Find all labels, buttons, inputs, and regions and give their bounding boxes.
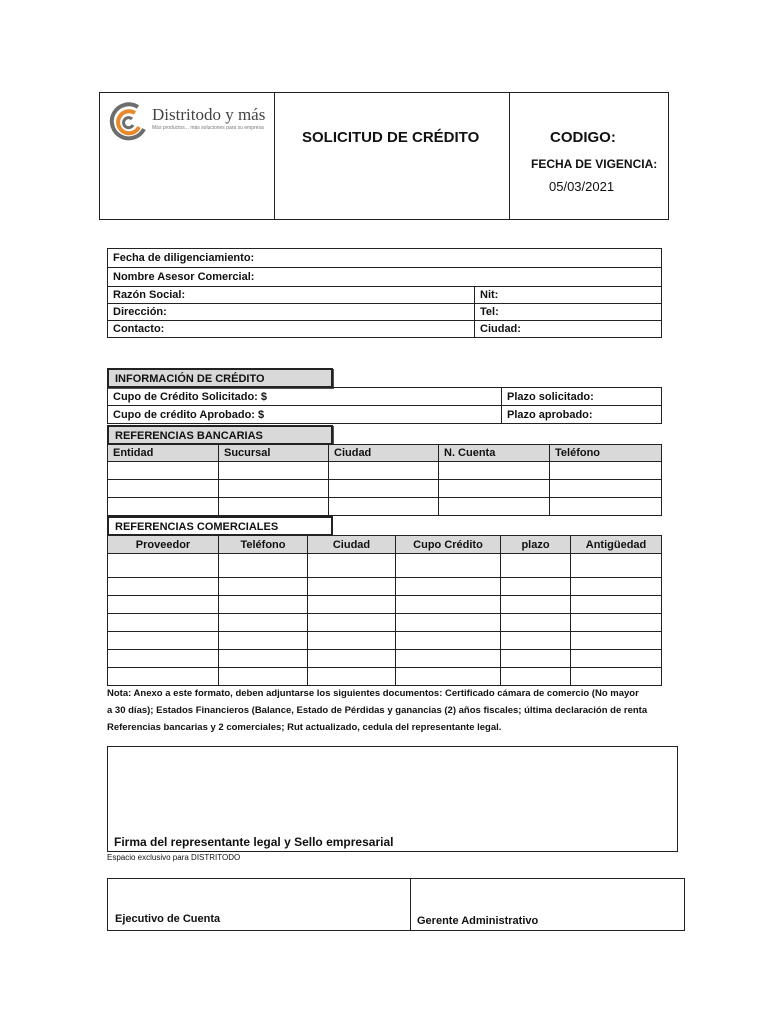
table-cell[interactable] [108, 632, 219, 650]
table-cell[interactable] [571, 578, 662, 596]
table-cell[interactable] [501, 578, 571, 596]
ciudad-field[interactable]: Ciudad: [475, 321, 662, 338]
table-cell[interactable] [571, 650, 662, 668]
table-cell[interactable] [308, 632, 396, 650]
plazo-solicitado-field[interactable]: Plazo solicitado: [502, 388, 662, 406]
note-line-2: a 30 días); Estados Financieros (Balance, Estado de Pérdidas y ganancias (2) años fiscales; última declaración de renta [107, 705, 648, 716]
table-cell[interactable] [108, 578, 219, 596]
table-cell[interactable] [571, 614, 662, 632]
table-cell[interactable] [308, 596, 396, 614]
table-cell[interactable] [108, 462, 219, 480]
fecha-field[interactable]: Fecha de diligenciamiento: [108, 249, 662, 268]
table-cell[interactable] [396, 596, 501, 614]
direccion-field[interactable]: Dirección: [108, 304, 475, 321]
table-cell[interactable] [550, 480, 662, 498]
table-cell[interactable] [439, 498, 550, 516]
table-cell[interactable] [219, 650, 308, 668]
ejecutivo-signature[interactable]: Ejecutivo de Cuenta [115, 913, 221, 925]
code-label: CODIGO: [550, 129, 616, 146]
table-cell[interactable] [396, 554, 501, 578]
signature-label: Firma del representante legal y Sello empresarial [114, 835, 394, 849]
table-cell[interactable] [108, 498, 219, 516]
nit-field[interactable]: Nit: [475, 287, 662, 304]
table-row [108, 614, 662, 632]
col-ciudad: Ciudad [308, 536, 396, 554]
table-cell[interactable] [108, 480, 219, 498]
exclusive-space-label: Espacio exclusivo para DISTRITODO [107, 853, 241, 862]
logo-cell [100, 93, 275, 219]
internal-divider [410, 879, 411, 930]
table-cell[interactable] [329, 462, 439, 480]
validity-date: 05/03/2021 [549, 179, 615, 194]
attachments-note [107, 685, 667, 736]
table-cell[interactable] [571, 554, 662, 578]
table-cell[interactable] [108, 650, 219, 668]
col-telefono: Teléfono [550, 445, 662, 462]
company-tagline: Más productos... más soluciones para su empresa [152, 125, 264, 131]
commercial-refs-table [107, 535, 662, 686]
table-cell[interactable] [501, 668, 571, 686]
internal-use-box [107, 878, 685, 931]
table-cell[interactable] [219, 578, 308, 596]
table-cell[interactable] [308, 554, 396, 578]
table-row [108, 596, 662, 614]
signature-box[interactable] [107, 746, 678, 852]
plazo-aprobado-field[interactable]: Plazo aprobado: [502, 406, 662, 424]
credit-section-title: INFORMACIÓN DE CRÉDITO [107, 368, 333, 388]
col-telefono: Teléfono [219, 536, 308, 554]
col-cupo-credito: Cupo Crédito [396, 536, 501, 554]
col-proveedor: Proveedor [108, 536, 219, 554]
col-ciudad: Ciudad [329, 445, 439, 462]
table-cell[interactable] [219, 668, 308, 686]
col-plazo: plazo [501, 536, 571, 554]
table-cell[interactable] [396, 578, 501, 596]
table-cell[interactable] [219, 554, 308, 578]
table-cell[interactable] [550, 462, 662, 480]
table-cell[interactable] [439, 462, 550, 480]
table-cell[interactable] [329, 480, 439, 498]
table-cell[interactable] [108, 554, 219, 578]
table-cell[interactable] [501, 614, 571, 632]
table-cell[interactable] [308, 614, 396, 632]
table-cell[interactable] [439, 480, 550, 498]
table-cell[interactable] [501, 650, 571, 668]
table-cell[interactable] [219, 614, 308, 632]
contacto-field[interactable]: Contacto: [108, 321, 475, 338]
col-n-cuenta: N. Cuenta [439, 445, 550, 462]
table-row [108, 632, 662, 650]
asesor-field[interactable]: Nombre Asesor Comercial: [108, 268, 662, 287]
tel-field[interactable]: Tel: [475, 304, 662, 321]
table-cell[interactable] [501, 554, 571, 578]
table-cell[interactable] [571, 632, 662, 650]
table-cell[interactable] [501, 596, 571, 614]
bank-refs-table [107, 444, 662, 516]
table-cell[interactable] [571, 668, 662, 686]
cupo-aprobado-field[interactable]: Cupo de crédito Aprobado: $ [108, 406, 502, 424]
commercial-refs-title: REFERENCIAS COMERCIALES [107, 516, 333, 536]
table-cell[interactable] [108, 668, 219, 686]
table-row [108, 480, 662, 498]
col-antiguedad: Antigüedad [571, 536, 662, 554]
header-divider [509, 93, 510, 219]
table-row [108, 668, 662, 686]
note-line-1: Nota: Anexo a este formato, deben adjuntarse los siguientes documentos: Certificado cámara de comercio (No mayor [107, 688, 639, 699]
table-cell[interactable] [219, 480, 329, 498]
table-cell[interactable] [571, 596, 662, 614]
col-entidad: Entidad [108, 445, 219, 462]
table-cell[interactable] [396, 632, 501, 650]
table-cell[interactable] [550, 498, 662, 516]
table-cell[interactable] [396, 614, 501, 632]
table-row [108, 578, 662, 596]
table-row [108, 462, 662, 480]
table-row [108, 498, 662, 516]
table-cell[interactable] [219, 498, 329, 516]
gerente-signature[interactable]: Gerente Administrativo [417, 915, 539, 927]
table-cell[interactable] [501, 632, 571, 650]
table-cell[interactable] [308, 668, 396, 686]
table-cell[interactable] [308, 650, 396, 668]
company-logo-icon [108, 101, 150, 143]
bank-refs-title: REFERENCIAS BANCARIAS [107, 425, 333, 445]
form-title: SOLICITUD DE CRÉDITO [302, 129, 480, 146]
note-line-3: Referencias bancarias y 2 comerciales; Rut actualizado, cedula del representante legal. [107, 722, 502, 733]
table-cell[interactable] [108, 596, 219, 614]
general-info-table [107, 248, 662, 338]
table-cell[interactable] [219, 632, 308, 650]
table-row [108, 650, 662, 668]
table-row [108, 554, 662, 578]
table-cell[interactable] [108, 614, 219, 632]
table-cell[interactable] [219, 462, 329, 480]
table-cell[interactable] [396, 668, 501, 686]
table-cell[interactable] [308, 578, 396, 596]
razon-social-field[interactable]: Razón Social: [108, 287, 475, 304]
table-cell[interactable] [329, 498, 439, 516]
company-name: Distritodo y más [152, 105, 266, 124]
col-sucursal: Sucursal [219, 445, 329, 462]
table-cell[interactable] [396, 650, 501, 668]
credit-info-table [107, 387, 662, 424]
validity-label: FECHA DE VIGENCIA: [531, 157, 658, 171]
cupo-solicitado-field[interactable]: Cupo de Crédito Solicitado: $ [108, 388, 502, 406]
table-cell[interactable] [219, 596, 308, 614]
document-header [99, 92, 669, 220]
